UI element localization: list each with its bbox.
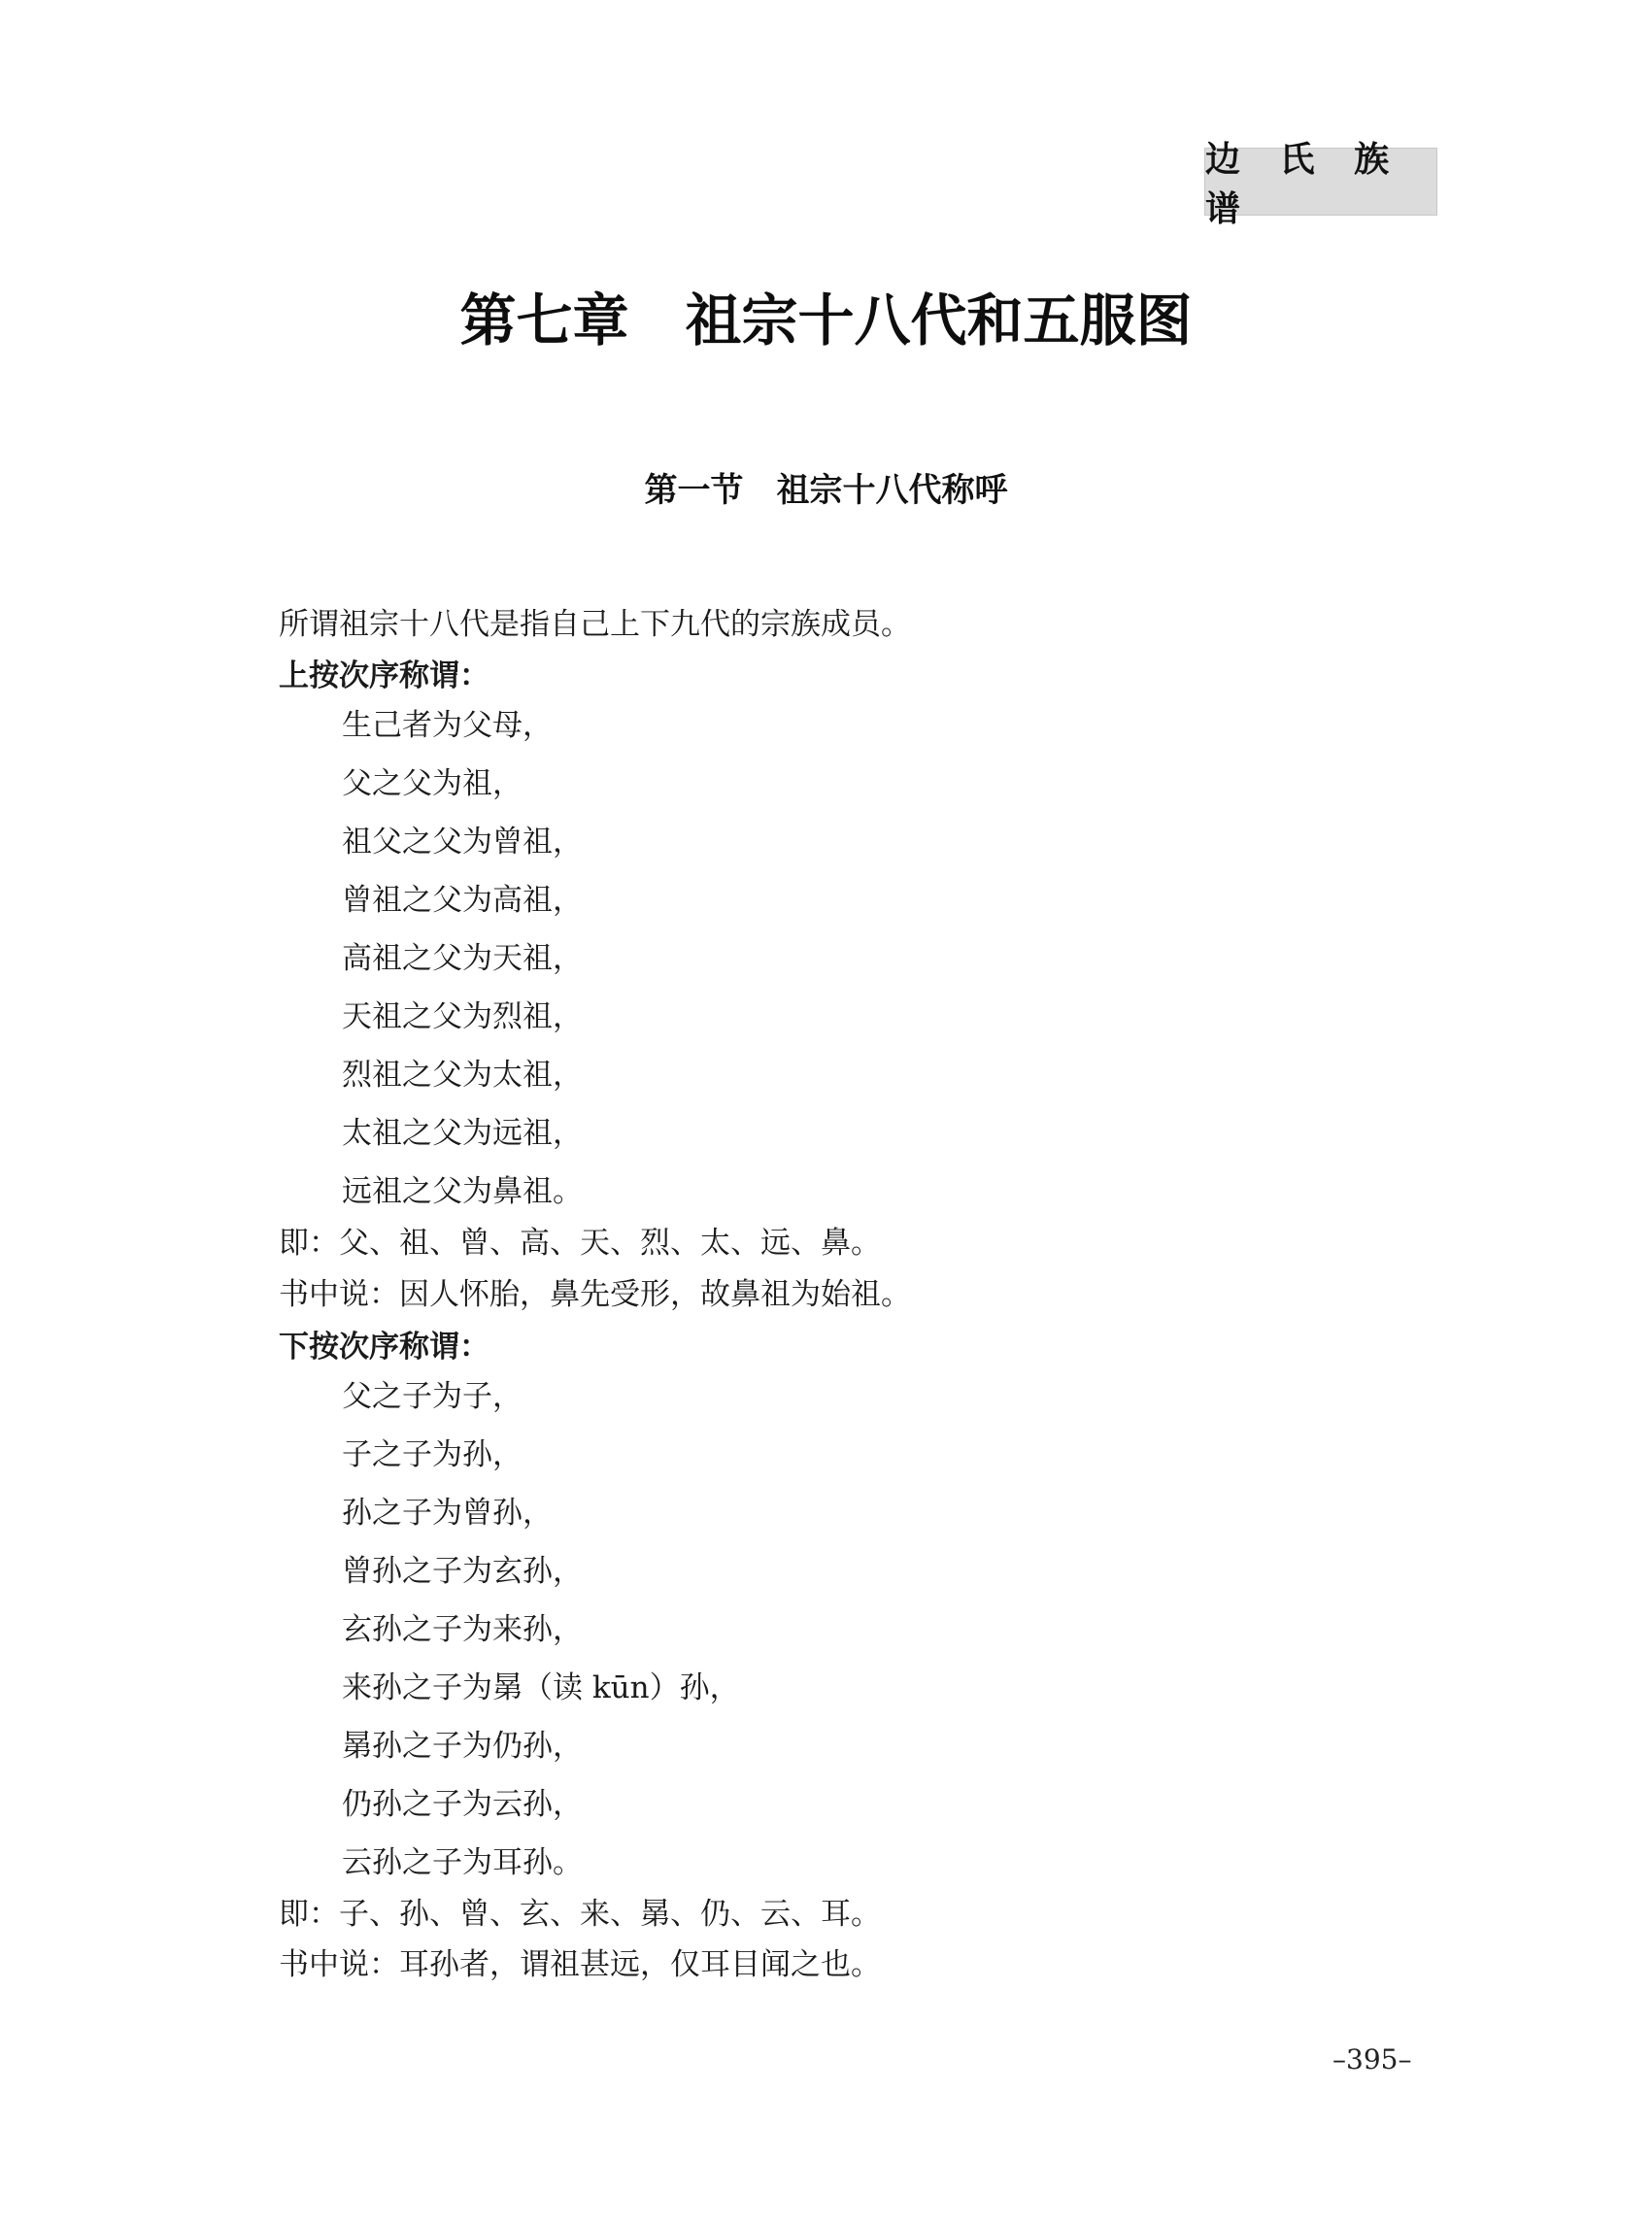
downward-line: 曾孙之子为玄孙，	[342, 1554, 583, 1589]
upward-line: 天祖之父为烈祖，	[342, 999, 583, 1034]
upward-line: 生己者为父母，	[342, 708, 553, 743]
upward-summary: 即：父、祖、曾、高、天、烈、太、远、鼻。	[279, 1226, 881, 1261]
downward-note: 书中说：耳孙者，谓祖甚远，仅耳目闻之也。	[279, 1947, 881, 1982]
header-tag: 边 氏 族 谱	[1204, 148, 1437, 216]
upward-line: 高祖之父为天祖，	[342, 941, 583, 976]
downward-line: 子之子为孙，	[342, 1437, 523, 1472]
downward-line: 孙之子为曾孙，	[342, 1496, 553, 1531]
downward-line: 仍孙之子为云孙，	[342, 1787, 583, 1822]
downward-line: 晜孙之子为仍孙，	[342, 1729, 583, 1764]
intro-paragraph: 所谓祖宗十八代是指自己上下九代的宗族成员。	[279, 607, 911, 642]
upward-line: 父之父为祖，	[342, 766, 523, 801]
downward-line: 来孙之子为晜（读 kūn）孙，	[342, 1670, 740, 1705]
upward-line: 烈祖之父为太祖，	[342, 1058, 583, 1093]
upward-line: 远祖之父为鼻祖。	[342, 1174, 583, 1209]
downward-summary: 即：子、孙、曾、玄、来、晜、仍、云、耳。	[279, 1897, 881, 1932]
downward-line: 玄孙之子为来孙，	[342, 1612, 583, 1647]
section-title: 第一节 祖宗十八代称呼	[644, 471, 1008, 510]
page-number: –395–	[1332, 2043, 1412, 2075]
upward-line: 曾祖之父为高祖，	[342, 883, 583, 918]
chapter-title: 第七章 祖宗十八代和五服图	[459, 287, 1193, 354]
upward-heading: 上按次序称谓：	[279, 658, 489, 693]
upward-line: 祖父之父为曾祖，	[342, 825, 583, 860]
upward-line: 太祖之父为远祖，	[342, 1116, 583, 1151]
downward-line: 云孙之子为耳孙。	[342, 1845, 583, 1880]
downward-heading: 下按次序称谓：	[279, 1330, 489, 1365]
upward-note: 书中说：因人怀胎，鼻先受形，故鼻祖为始祖。	[279, 1277, 911, 1312]
downward-line: 父之子为子，	[342, 1379, 523, 1414]
